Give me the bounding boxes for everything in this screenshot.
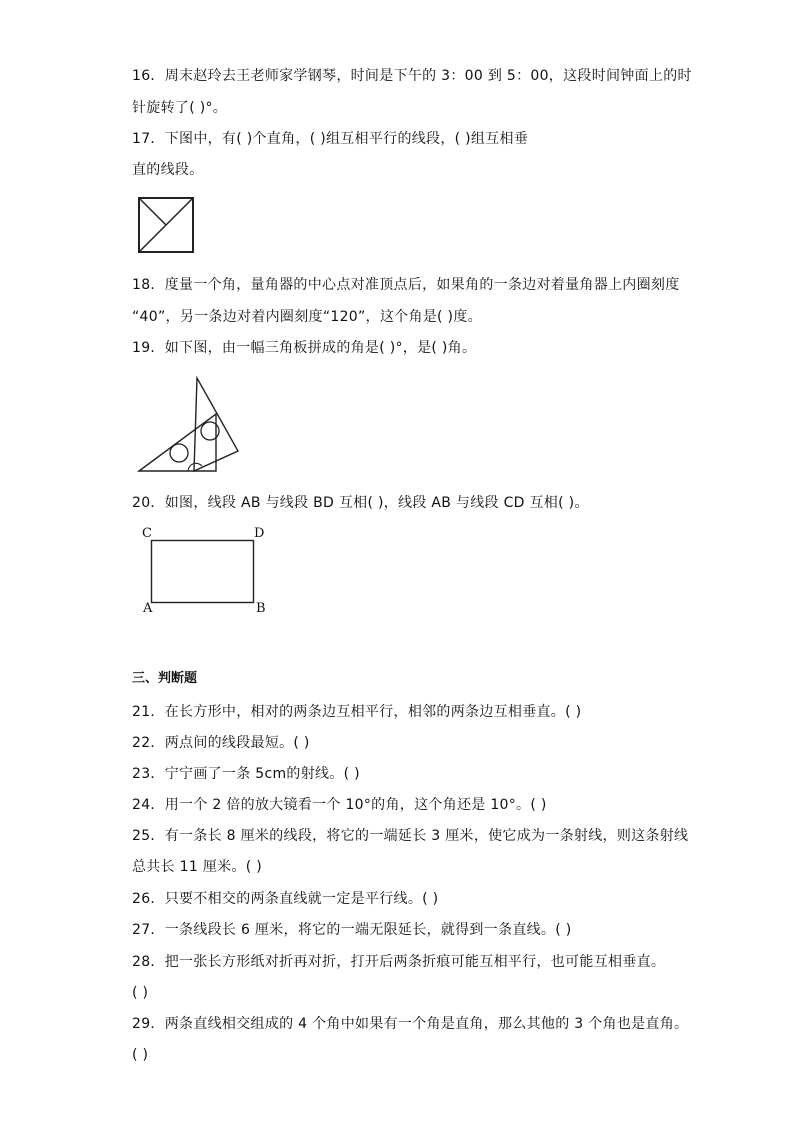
q20-label-a: A	[143, 601, 153, 616]
q16-text-line1: 16．周末赵玲去王老师家学钢琴，时间是下午的 3：00 到 5：00，这段时间钟面上的时	[132, 68, 692, 84]
q26-text: 26．只要不相交的两条直线就一定是平行线。( )	[132, 891, 439, 907]
q18-text-line1: 18．度量一个角，量角器的中心点对准顶点后，如果角的一条边对着量角器上内圈刻度	[132, 277, 680, 293]
q22-text: 22．两点间的线段最短。( )	[132, 735, 310, 751]
q24-text: 24．用一个 2 倍的放大镜看一个 10°的角，这个角还是 10°。( )	[132, 797, 547, 813]
q29-text-line2: ( )	[132, 1047, 149, 1063]
q16-text-line2: 针旋转了( )°。	[132, 100, 228, 116]
q20-text-line1: 20．如图，线段 AB 与线段 BD 互相( )，线段 AB 与线段 CD 互相( )。	[132, 495, 589, 511]
q23-text: 23．宁宁画了一条 5cm的射线。( )	[132, 766, 360, 782]
q17-text-line2: 直的线段。	[132, 162, 204, 178]
q19-text-line1: 19．如下图，由一幅三角板拼成的角是( )°，是( )角。	[132, 340, 477, 356]
q28-text-line1: 28．把一张长方形纸对折再对折，打开后两条折痕可能互相平行，也可能互相垂直。	[132, 954, 666, 970]
q20-rectangle-figure	[150, 539, 256, 605]
q20-label-d: D	[254, 526, 265, 541]
section-title-judgement: 三、判断题	[132, 671, 198, 686]
q18-text-line2: “40”，另一条边对着内圈刻度“120”，这个角是( )度。	[132, 309, 482, 325]
q29-text-line1: 29．两条直线相交组成的 4 个角中如果有一个角是直角，那么其他的 3 个角也是直角。	[132, 1016, 689, 1032]
q25-text-line1: 25．有一条长 8 厘米的线段，将它的一端延长 3 厘米，使它成为一条射线，则这条射线	[132, 828, 689, 844]
q25-text-line2: 总共长 11 厘米。( )	[132, 859, 262, 875]
q28-text-line2: ( )	[132, 985, 149, 1001]
q17-square-figure	[137, 196, 197, 256]
q17-text-line1: 17．下图中，有( )个直角，( )组互相平行的线段，( )组互相垂	[132, 131, 529, 147]
q20-label-c: C	[142, 526, 152, 541]
q20-label-b: B	[256, 601, 266, 616]
q21-text: 21．在长方形中，相对的两条边互相平行，相邻的两条边互相垂直。( )	[132, 704, 582, 720]
q27-text: 27．一条线段长 6 厘米，将它的一端无限延长，就得到一条直线。( )	[132, 922, 572, 938]
q19-triangle-rulers-figure	[136, 374, 246, 476]
